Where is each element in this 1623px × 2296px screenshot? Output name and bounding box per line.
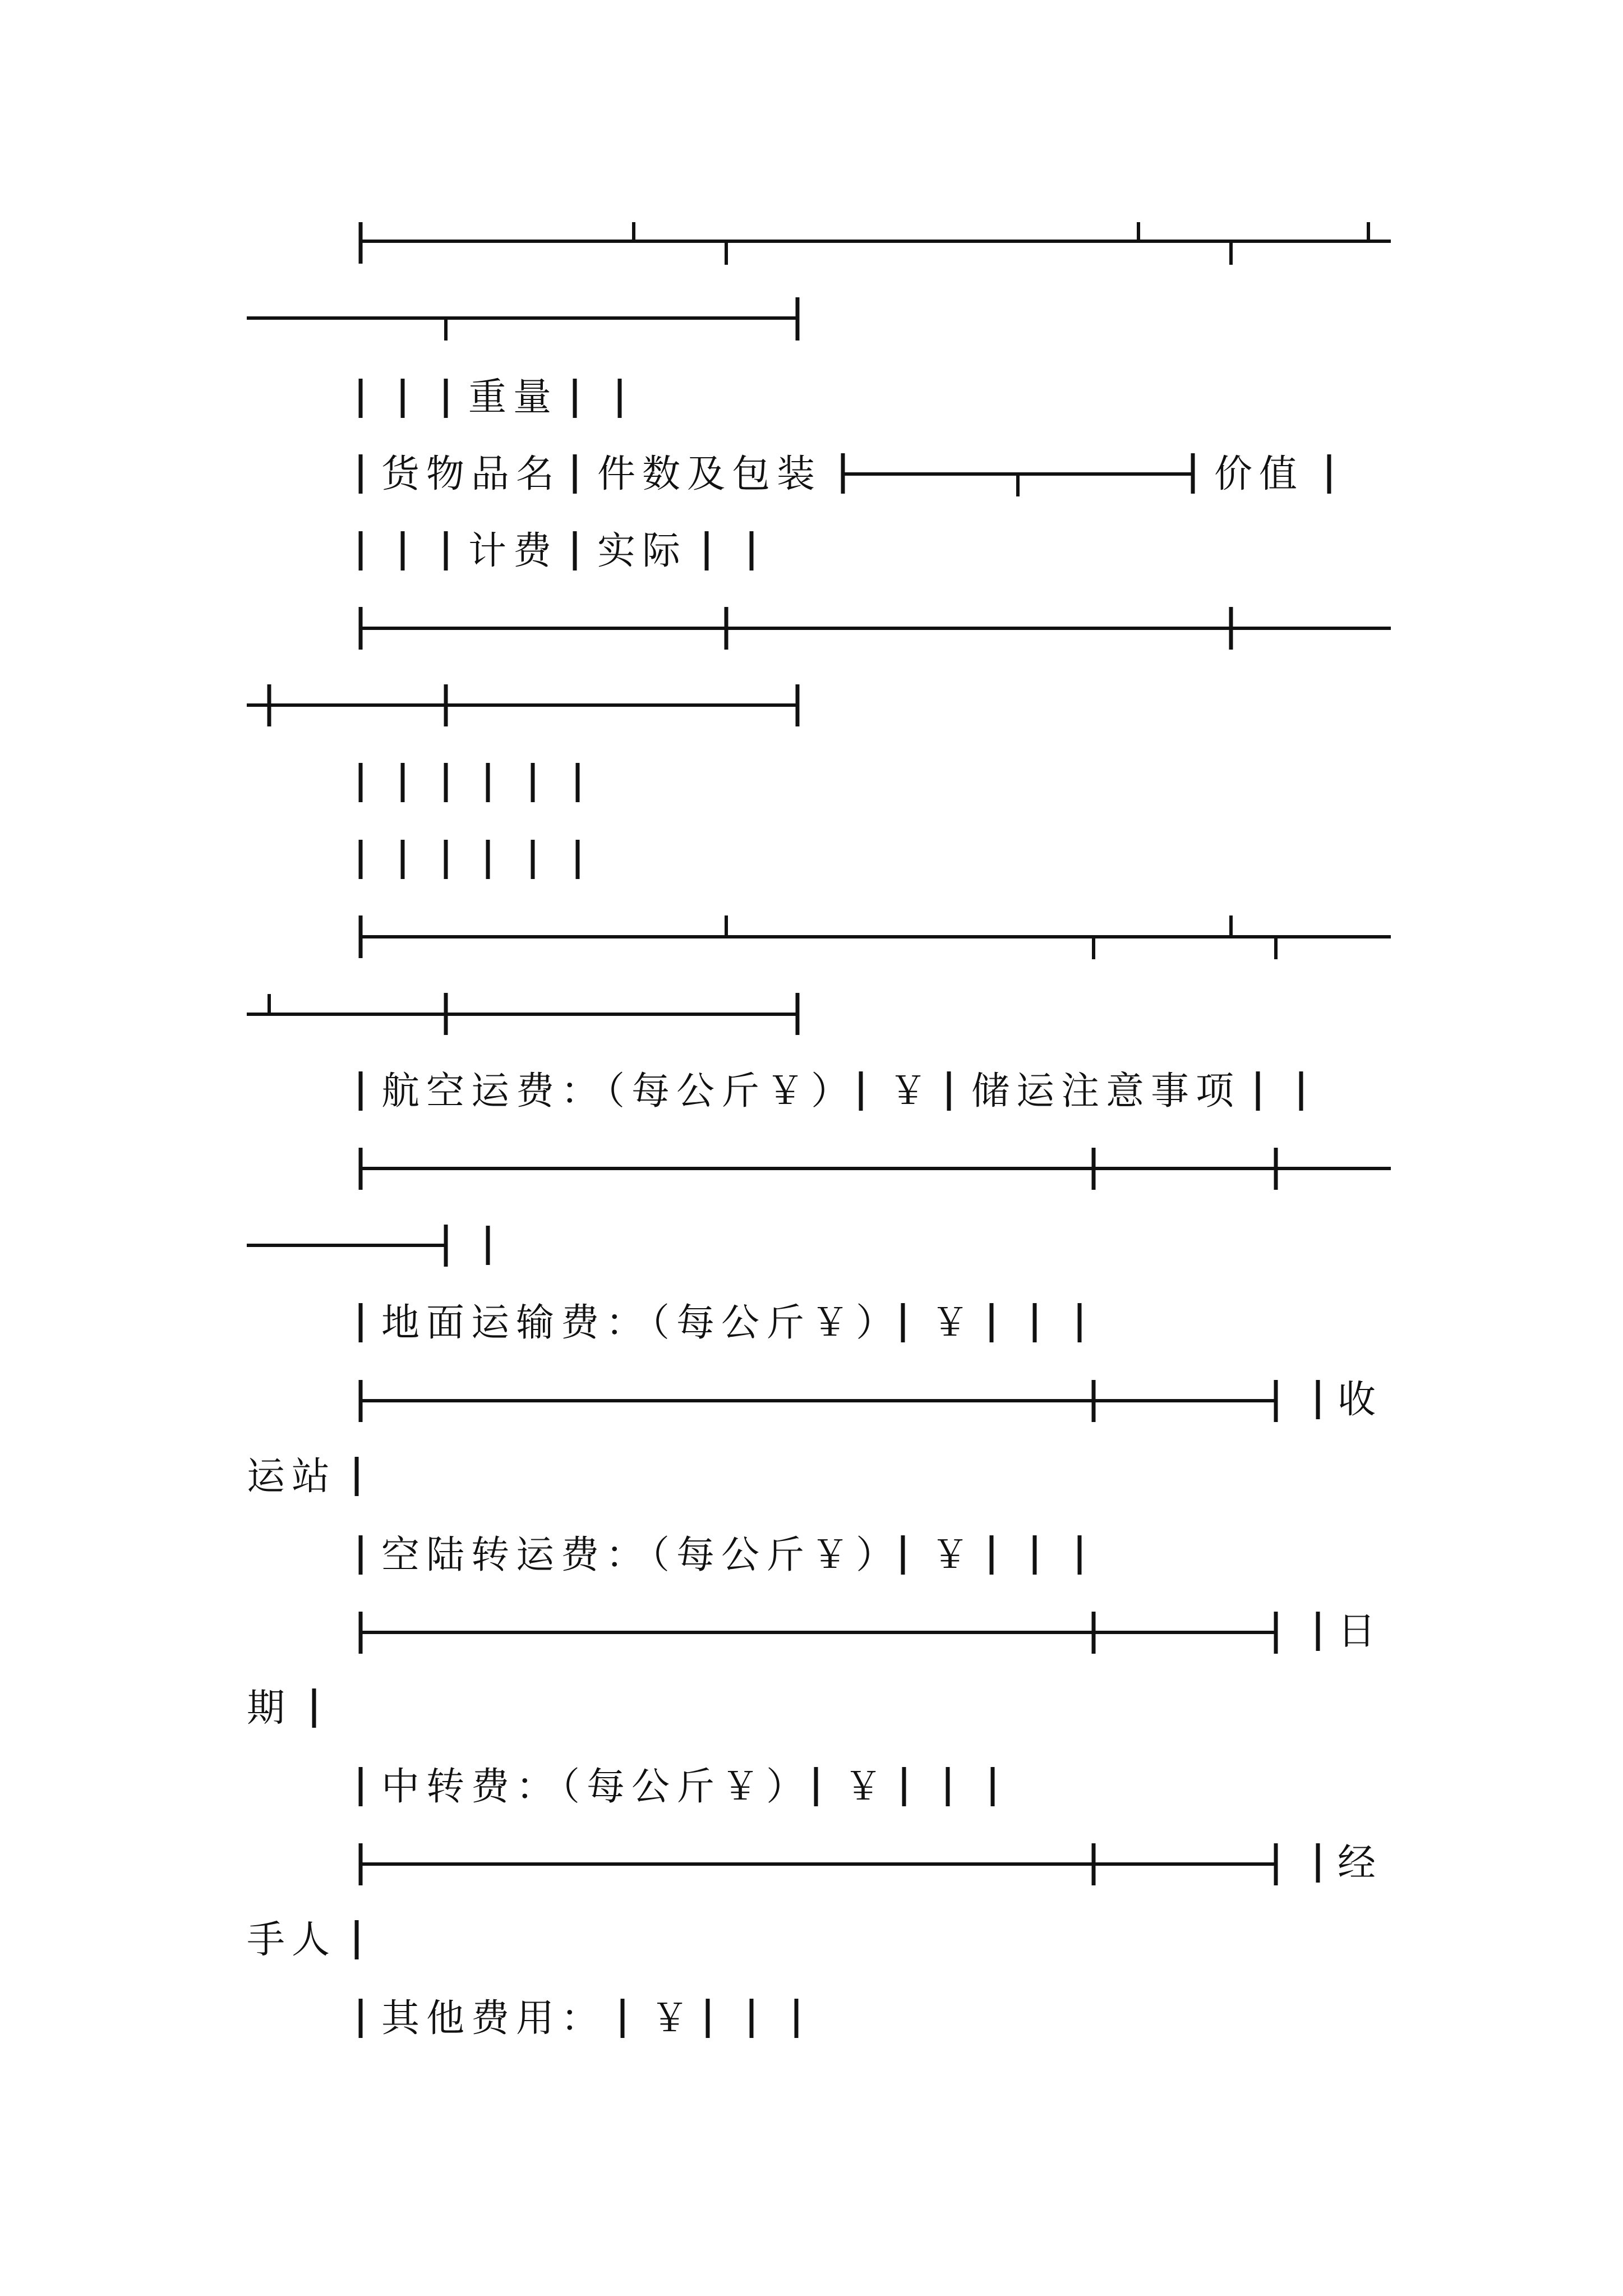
other-fees-label: 其他费用： [381,1996,606,2041]
rule-header-bottom [247,607,1391,726]
air-land-transfer-yen: ￥ [931,1533,976,1577]
rule-ground-freight-bottom [359,1380,1276,1422]
other-fees-yen: ￥ [651,1996,696,2041]
air-freight-label: 航空运费：（每公斤￥） [381,1069,856,1114]
rule-top [247,222,1391,341]
storage-notes-label: 储运注意事项 [971,1069,1241,1114]
rule-air-freight-bottom [247,1148,1391,1267]
goods-name-label: 货物品名 [381,452,561,496]
chargeable-weight-label: 计费 [468,529,559,573]
transit-fee-yen: ￥ [844,1765,889,1809]
date-label-1: 日 [1338,1609,1383,1654]
air-land-transfer-label: 空陆转运费：（每公斤￥） [381,1533,901,1577]
receiving-station-label-1: 收 [1338,1378,1383,1422]
receiving-station-label-2: 运站 [247,1455,337,1499]
date-label-2: 期 [247,1686,292,1731]
pieces-packing-label: 件数及包装 [597,452,822,496]
handler-label-1: 经 [1338,1841,1383,1885]
ground-freight-yen: ￥ [931,1301,976,1345]
transit-fee-label: 中转费：（每公斤￥） [381,1765,811,1809]
value-label: 价值 [1214,452,1304,496]
rule-transfer-bottom [359,1612,1276,1654]
rule-goods-bottom [247,915,1391,1035]
ground-freight-label: 地面运输费：（每公斤￥） [381,1301,901,1345]
handler-label-2: 手人 [247,1918,337,1962]
rule-transit-bottom [359,1843,1276,1885]
air-freight-yen: ￥ [889,1069,934,1114]
actual-weight-label: 实际 [597,529,688,573]
weight-label: 重量 [468,375,559,420]
rule-weight [843,453,1193,496]
